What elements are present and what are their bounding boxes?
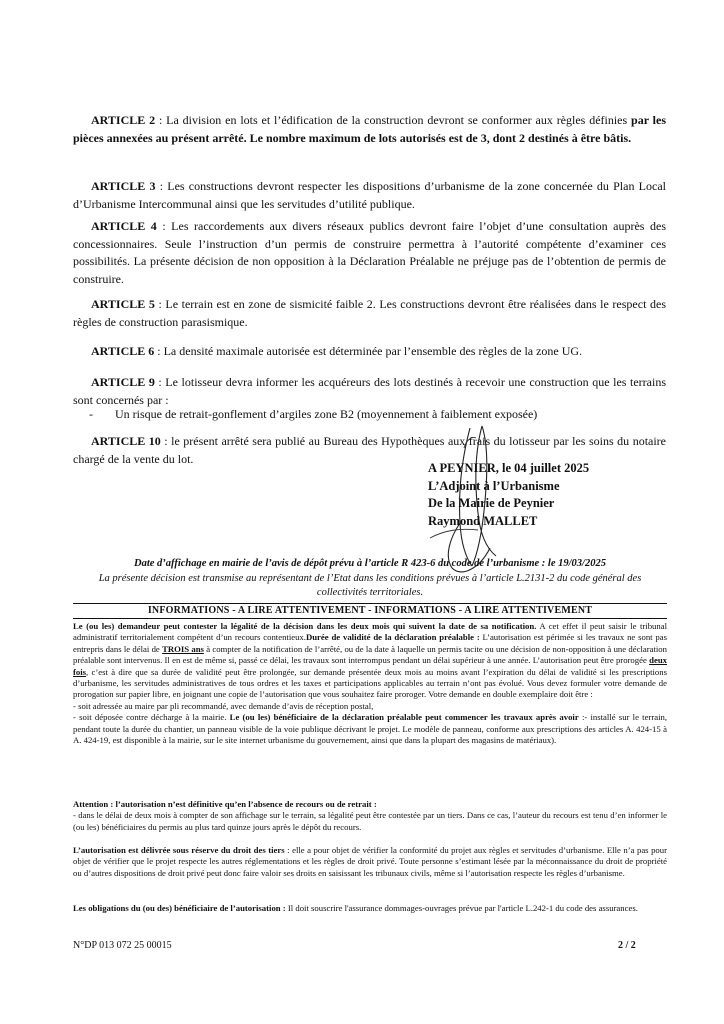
transmission-note: La présente décision est transmise au représentant de l’Etat dans les conditions prévues à l’article L.2131-2 du code général des collectivités territoriales. [98,573,642,598]
info-obligations [73,903,667,914]
bullet-dash: - [89,407,93,421]
info-travaux-heading: Le (ou les) bénéficiaire de la déclaration préalable peut commencer les travaux après avoir [229,712,579,723]
info-deux-fois: deux fois [73,655,667,677]
article-5-label: ARTICLE 5 [91,297,155,311]
info-banner: INFORMATIONS - A LIRE ATTENTIVEMENT - INFORMATIONS - A LIRE ATTENTIVEMENT [147,605,593,616]
article-5 [73,296,666,331]
signature-place-date: A PEYNIER, le 04 juillet 2025 [428,461,590,475]
info-droit-tiers-heading: L’autorisation est délivrée sous réserve du droit des tiers [73,845,285,855]
article-9-label: ARTICLE 9 [91,375,155,389]
info-droit-tiers [73,845,667,879]
info-travaux-text: :- installé sur le terrain, pendant toute la durée du chantier, un panneau visible de la voie publique décrivant le projet. Le modèle de panneau, conforme aux prescriptions des articles A. 424-15 à A. 424-19, est disponible à la mairie, sur le site internet urbanisme du gouvernement, ainsi que dans la plupart des magasins de matériaux). [73,712,667,746]
divider-bottom [73,618,667,619]
info-validite-text-a: L’autorisation est périmée si les travaux ne sont pas entrepris dans le délai de [73,632,667,654]
article-2-bold-text: par les pièces annexées au présent arrêté. Le nombre maximum de lots autorisés est de 3, dont 2 destinés à être bâtis. [73,113,666,145]
info-contest-text: A cet effet il peut saisir le tribunal administratif territorialement compétent d’un recours contentieux. [73,621,667,643]
article-2-text: : La division en lots et l’édification de la construction devront se conformer aux règles définies [155,113,632,127]
signature-office: De la Mairie de Peynier [428,496,555,510]
article-5-text: : Le terrain est en zone de sismicité faible 2. Les constructions devront être réalisées dans le respect des règles de construction parasismique. [73,297,666,329]
article-6 [73,343,666,361]
article-9-bullet-text: Un risque de retrait-gonflement d’argiles zone B2 (moyennement à faiblement exposée) [115,407,538,421]
article-9-bullet [73,406,666,423]
signature-name: Raymond MALLET [428,513,538,528]
info-trois-ans: TROIS ans [162,643,204,654]
article-4 [73,218,666,288]
info-option-recommande: - soit adressée au maire par pli recommandé, avec demande d’avis de réception postal, [73,700,374,711]
article-9-text: : Le lotisseur devra informer les acquéreurs des lots destinés à recevoir une construction que les terrains sont concernés par : [73,375,666,407]
info-droit-tiers-text: : elle a pour objet de vérifier la conformité du projet aux règles et servitudes d’urbanisme. Elle n’a pas pour objet de vérifier que le projet respecte les autres réglementations et les règles de droit privé. Toute personne s’estimant lésée par la méconnaissance du droit de propriété ou d’autres dispositions de droit privé peut donc faire valoir ses droits en saisissant les tribunaux civils, même si l’autorisation respecte les règles d’urbanisme. [73,845,667,878]
article-10-text: : le présent arrêté sera publié au Bureau des Hypothèques aux frais du lotisseur par les soins du notaire chargé de la vente du lot. [73,434,667,466]
info-validite-text-c: , c’est à dire que sa durée de validité peut être prolongée, sur demande présentée deux mois au moins avant l’expiration du délai de validité si les prescriptions d’urbanisme, les servitudes administratives de tous ordres et les taxes et participations applicables au terrain n’ont pas évolué. Vous devez formuler votre demande de prorogation sur papier libre, en joignant une copie de l’autorisation que vous souhaitez faire proroger. Votre demande en double exemplaire doit être : [73,666,667,700]
page-number: 2 / 2 [618,940,636,951]
info-attention-text: - dans le délai de deux mois à compter de son affichage sur le terrain, sa légalité peut être contestée par un tiers. Dans ce cas, l’auteur du recours est tenu d’en informer le (ou les) bénéficiaires du permis au plus tard quinze jours après le dépôt du recours. [73,810,667,832]
article-4-text: : Les raccordements aux divers réseaux publics devront faire l’objet d’une consultation auprès des concessionnaires. Seule l’instruction d’un permis de construire permettra à l’autorité compétente d’examiner ces possibilités. La présente décision de non opposition à la Déclaration Préalable ne préjuge pas de l’obtention de permis de construire. [73,219,666,286]
article-4-label: ARTICLE 4 [91,219,157,233]
signature-title: L’Adjoint à l’Urbanisme [428,478,560,493]
info-recours-validite [73,621,667,746]
article-3-text: : Les constructions devront respecter les dispositions d’urbanisme de la zone concernée du Plan Local d’Urbanisme Intercommunal ainsi que les servitudes d’utilité publique. [73,179,666,211]
info-option-decharge: - soit déposée contre décharge à la mairie. [73,712,230,723]
article-10-label: ARTICLE 10 [91,434,161,448]
info-validite-text-b: à compter de la notification de l’arrêté, ou de la date à laquelle un permis tacite ou une décision de non-opposition à une déclaration préalable sont intervenus. Il en est de même si, passé ce délai, les travaux sont interrompus pendant un délai supérieur à une année. L’autorisation peut être prorogée [73,643,667,666]
article-2 [73,112,666,147]
info-obligations-heading: Les obligations du (ou des) bénéficiaire de l’autorisation : [73,903,286,913]
info-attention-heading: Attention : l’autorisation n’est définitive qu’en l’absence de recours ou de retrait : [73,799,377,809]
article-2-label: ARTICLE 2 [91,113,156,127]
article-6-label: ARTICLE 6 [91,344,155,358]
affichage-date: Date d’affichage en mairie de l’avis de dépôt prévu à l’article R 423-6 du code de l’urbanisme : le 19/03/2025 [134,558,606,569]
article-6-text: : La densité maximale autorisée est déterminée par l’ensemble des règles de la zone UG. [154,344,583,358]
info-attention [73,799,667,833]
signature-block [428,460,668,530]
info-contest-heading: Le (ou les) demandeur peut contester la légalité de la décision dans les deux mois qui suivent la date de sa notification. [73,621,537,631]
article-3 [73,178,666,213]
article-9 [73,374,666,409]
article-3-label: ARTICLE 3 [91,179,156,193]
info-validite-heading: Durée de validité de la déclaration préalable : [305,632,480,643]
document-reference: N°DP 013 072 25 00015 [73,940,172,951]
info-obligations-text: Il doit souscrire l'assurance dommages-ouvrages prévue par l'article L.242-1 du code des assurances. [285,903,638,913]
